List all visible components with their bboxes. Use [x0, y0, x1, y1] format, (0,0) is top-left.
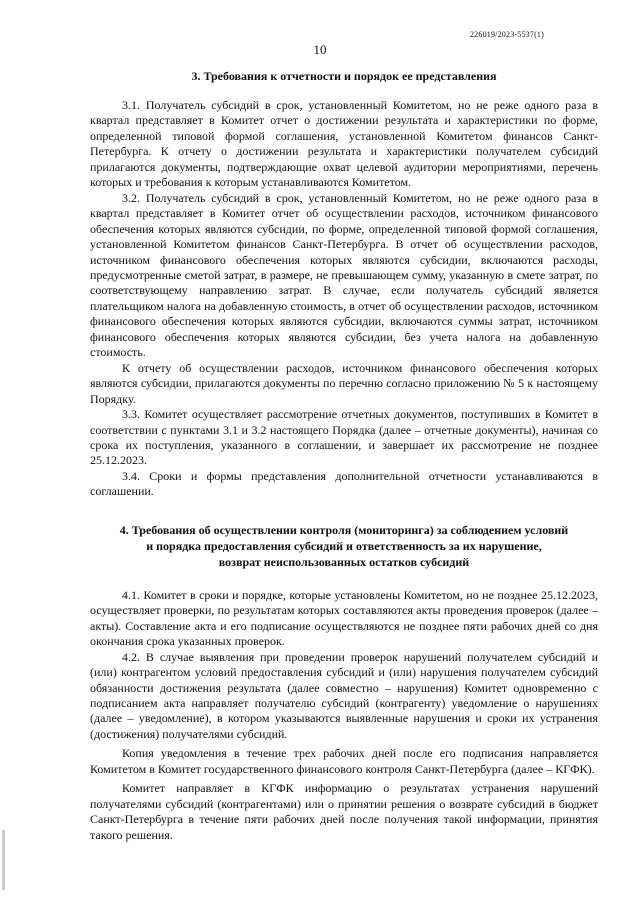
document-registration-number: 226019/2023-5537(1) — [469, 30, 544, 39]
paragraph-4-2: 4.2. В случае выявления при проведении проверок нарушений получателем субсидий и (или) контрагентом условий предоставления субсидий и (или) нарушения получателем субсидий обязанности достижения результата (далее совместно – нарушения) Комитет одновременно с подписанием акта направляет получателю субсидий (контрагенту) уведомление о нарушениях (далее – уведомление), в котором указываются выявленные нарушения и сроки их устранения (достижения) получателями субсидий. — [90, 649, 598, 741]
paragraph-3-2: 3.2. Получатель субсидий в срок, установленный Комитетом, но не реже одного раза в квартал представляет в Комитет отчет об осуществлении расходов, источником финансового обеспечения которых являются субсидии, по форме, определенной типовой формой соглашения, установленной Комитетом финансов Санкт-Петербурга. В отчет об осуществлении расходов, источником финансового обеспечения которых являются субсидии, включаются расходы, предусмотренные сметой затрат, в размере, не превышающем сумму, указанную в смете затрат, по соответствующему направлению затрат. В случае, если получатель субсидий является плательщиком налога на добавленную стоимость, в отчет об осуществлении расходов, источником финансового обеспечения которых являются субсидии, включаются суммы затрат, источником финансового обеспечения которых являются субсидии, без учета налога на добавленную стоимость. — [90, 190, 598, 360]
section-4-title — [90, 522, 598, 570]
paragraph-3-1: 3.1. Получатель субсидий в срок, установленный Комитетом, но не реже одного раза в квартал представляет в Комитет отчет о достижении результата и характеристики по форме, определенной типовой формой соглашения, установленной Комитетом финансов Санкт-Петербурга. К отчету о достижении результата и характеристики получателем субсидий прилагаются документы, подтверждающие охват целевой аудитории мероприятиями, перечень которых и требования к которым устанавливаются Комитетом. — [90, 98, 598, 190]
paragraph-3-2-attachments: К отчету об осуществлении расходов, источником финансового обеспечения которых являются субсидии, прилагаются документы по перечню согласно приложению № 5 к настоящему Порядку. — [90, 360, 598, 406]
paragraph-4-2-copy-notice: Копия уведомления в течение трех рабочих дней после его подписания направляется Комитетом в Комитет государственного финансового контроля Санкт-Петербурга (далее – КГФК). — [90, 746, 598, 776]
scan-edge-mark — [2, 830, 5, 890]
page-number: 10 — [313, 42, 327, 57]
section-3-title: 3. Требования к отчетности и порядок ее представления — [191, 69, 497, 83]
paragraph-3-3: 3.3. Комитет осуществляет рассмотрение отчетных документов, поступивших в Комитет в соответствии с пунктами 3.1 и 3.2 настоящего Порядка (далее – отчетные документы), начиная со срока их поступления, указанного в соглашении, и завершает их рассмотрение не позднее 25.12.2023. — [90, 407, 598, 468]
section-4-title-line-1: 4. Требования об осуществлении контроля (мониторинга) за соблюдением условий — [119, 522, 569, 537]
document-body — [90, 68, 598, 843]
paragraph-4-2-kgfk-info: Комитет направляет в КГФК информацию о результатах устранения нарушений получателями субсидий (контрагентами) или о принятии решения о возврате субсидий в бюджет Санкт-Петербурга в течение пяти рабочих дней после получения такой информации, принятия такого решения. — [90, 781, 598, 842]
paragraph-3-4: 3.4. Сроки и формы представления дополнительной отчетности устанавливаются в соглашении. — [90, 468, 598, 499]
paragraph-4-1: 4.1. Комитет в сроки и порядке, которые установлены Комитетом, но не позднее 25.12.2023, осуществляет проверки, по результатам которых составляются акты проведения проверок (далее – акты). Составление акта и его подписание осуществляются не позднее пяти рабочих дней со дня окончания срока указанных проверок. — [90, 587, 598, 649]
section-4-title-line-2: и порядка предоставления субсидий и ответственность за их нарушение, — [146, 538, 542, 553]
section-4-title-line-3: возврат неиспользованных остатков субсидий — [218, 554, 470, 569]
